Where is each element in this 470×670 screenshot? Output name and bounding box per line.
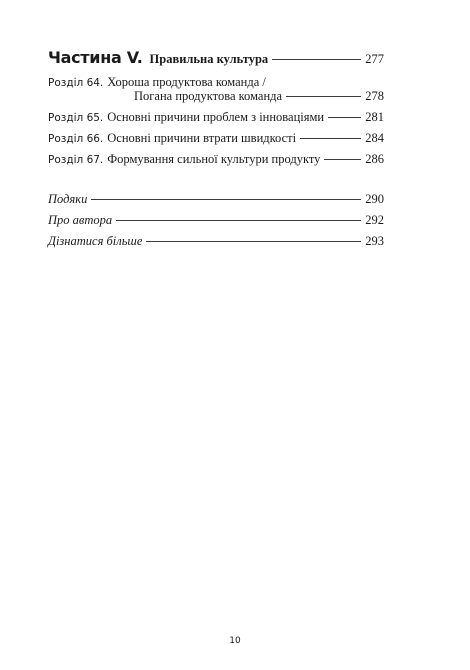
back-matter-title: Подяки bbox=[48, 192, 88, 206]
toc-back-matter-entry[interactable] bbox=[48, 234, 384, 249]
toc-chapter-entry[interactable] bbox=[48, 75, 384, 90]
chapter-page-number: 286 bbox=[365, 152, 384, 166]
chapter-title-continued: Погана продуктова команда bbox=[134, 89, 283, 103]
chapter-title: Хороша продуктова команда / bbox=[107, 75, 266, 89]
back-matter-page-number: 290 bbox=[365, 192, 384, 206]
part-page-number: 277 bbox=[365, 52, 384, 66]
back-matter-page-number: 293 bbox=[365, 234, 384, 248]
dot-leader bbox=[300, 138, 361, 139]
toc-back-matter-entry[interactable] bbox=[48, 192, 384, 207]
chapter-label: Розділ 66. bbox=[48, 133, 104, 145]
toc-chapter-entry[interactable] bbox=[48, 152, 384, 167]
dot-leader bbox=[146, 241, 361, 242]
chapter-label: Розділ 67. bbox=[48, 154, 104, 166]
chapter-title: Основні причини втрати швидкості bbox=[107, 131, 297, 145]
toc-chapter-entry[interactable] bbox=[48, 131, 384, 146]
back-matter-page-number: 292 bbox=[365, 213, 384, 227]
toc-part-entry[interactable] bbox=[48, 48, 384, 67]
chapter-title: Основні причини проблем з інноваціями bbox=[107, 110, 325, 124]
dot-leader bbox=[116, 220, 361, 221]
toc-chapter-entry[interactable] bbox=[48, 110, 384, 125]
part-title: Правильна культура bbox=[149, 52, 269, 66]
chapter-page-number: 284 bbox=[365, 131, 384, 145]
chapter-page-number: 278 bbox=[365, 89, 384, 103]
dot-leader bbox=[328, 117, 361, 118]
chapter-label: Розділ 65. bbox=[48, 112, 104, 124]
toc-back-matter-entry[interactable] bbox=[48, 213, 384, 228]
back-matter-title: Дізнатися більше bbox=[48, 234, 143, 248]
toc-chapter-entry-continuation[interactable] bbox=[48, 89, 384, 104]
page-number-footer: 10 bbox=[229, 636, 241, 646]
dot-leader bbox=[91, 199, 361, 200]
dot-leader bbox=[286, 96, 361, 97]
dot-leader bbox=[272, 59, 361, 60]
chapter-title: Формування сильної культури продукту bbox=[107, 152, 321, 166]
chapter-label: Розділ 64. bbox=[48, 77, 104, 89]
chapter-page-number: 281 bbox=[365, 110, 384, 124]
dot-leader bbox=[324, 159, 361, 160]
back-matter-title: Про автора bbox=[48, 213, 113, 227]
part-label: Частина V. bbox=[48, 48, 143, 67]
